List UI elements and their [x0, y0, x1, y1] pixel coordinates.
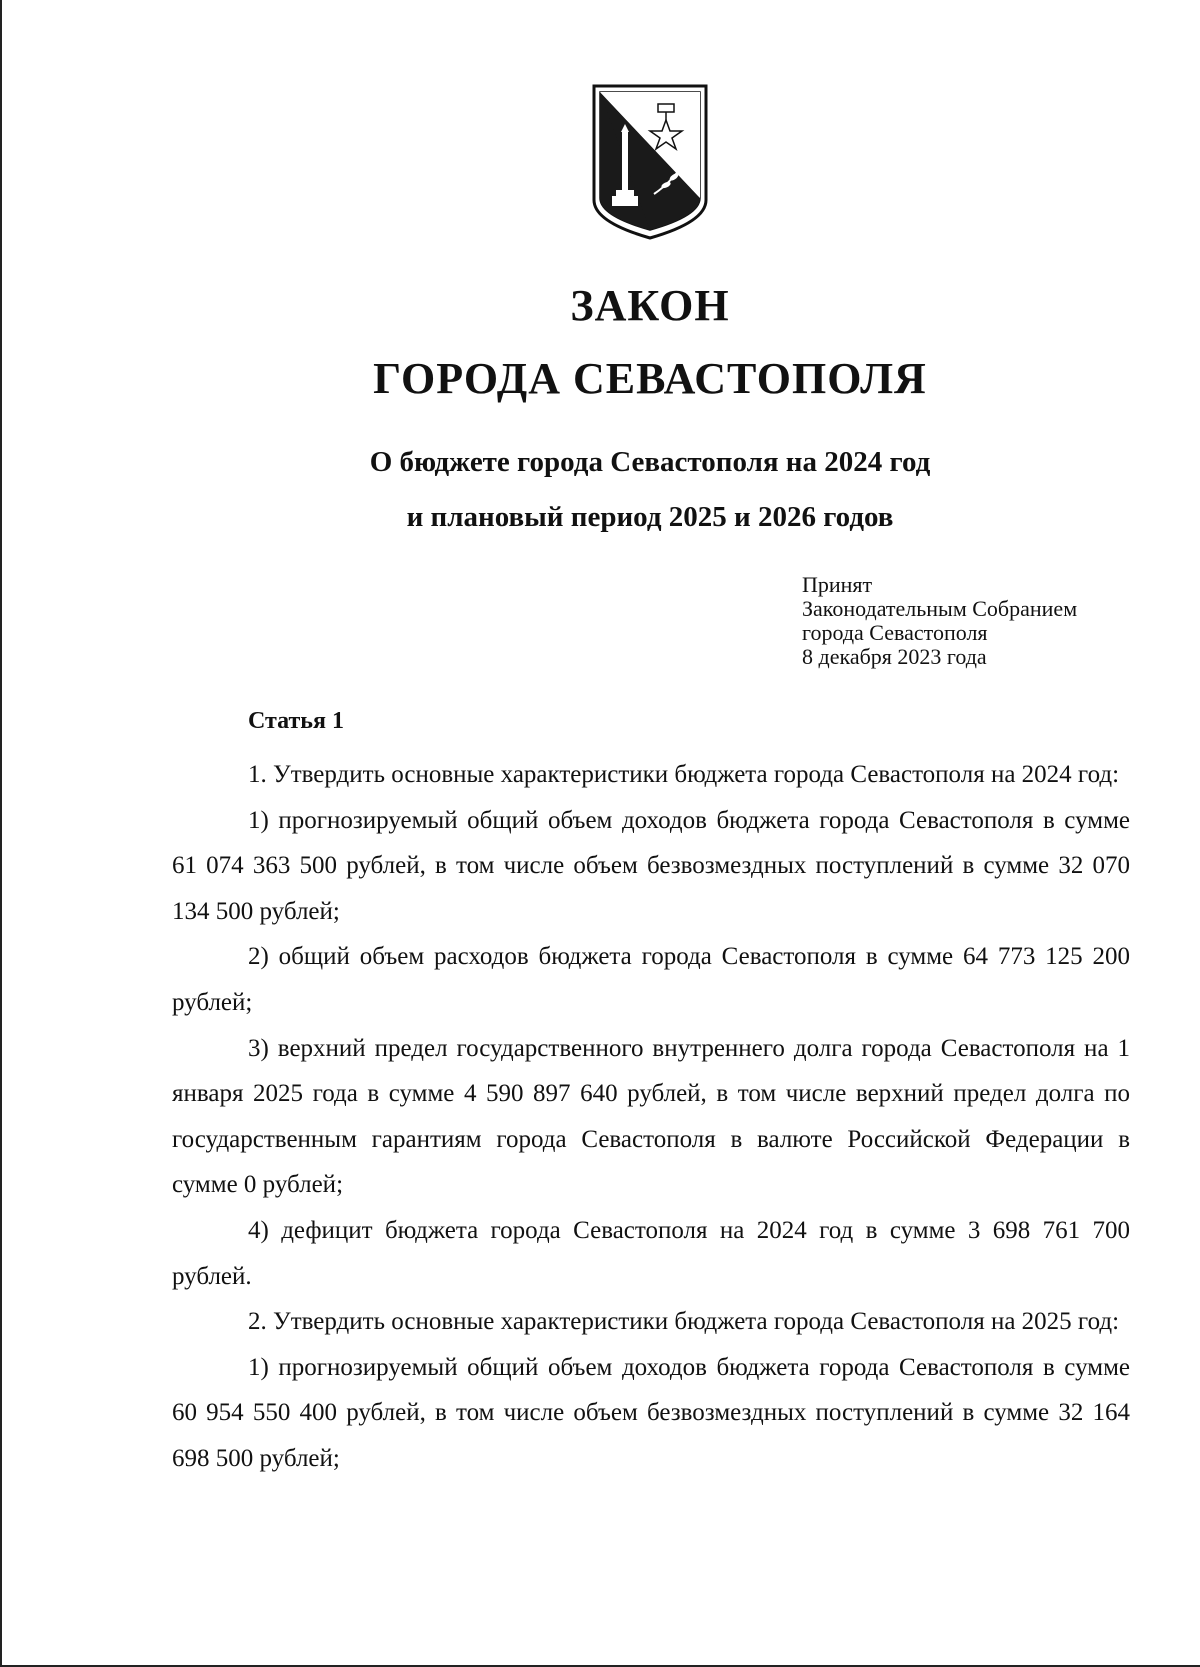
- adoption-line: Принят: [802, 572, 873, 597]
- paragraph: 2. Утвердить основные характеристики бюджета города Севастополя на 2025 год:: [248, 1308, 1120, 1336]
- paragraph: 1) прогнозируемый общий объем доходов бюджета города Севастополя в сумме 61 074 363 500 рублей, в том числе объем безвозмездных поступлений в сумме 32 070 134 500 рублей;: [172, 806, 1130, 925]
- paragraph: 3) верхний предел государственного внутреннего долга города Севастополя на 1 января 2025 года в сумме 4 590 897 640 рублей, в том числе верхний предел долга по государственным гарантиям города Севастополя в валюте Российской Федерации в сумме 0 рублей;: [172, 1034, 1130, 1199]
- document-issuer: ГОРОДА СЕВАСТОПОЛЯ: [373, 354, 927, 403]
- paragraph: 4) дефицит бюджета города Севастополя на 2024 год в сумме 3 698 761 700 рублей.: [172, 1216, 1130, 1290]
- document-subject-line2: и плановый период 2025 и 2026 годов: [406, 501, 894, 533]
- adoption-block: [802, 573, 1077, 669]
- paragraph: 1) прогнозируемый общий объем доходов бюджета города Севастополя в сумме 60 954 550 400 рублей, в том числе объем безвозмездных поступлений в сумме 32 164 698 500 рублей;: [172, 1353, 1130, 1472]
- adoption-date: 8 декабря 2023 года: [802, 644, 987, 669]
- paragraph: 2) общий объем расходов бюджета города Севастополя в сумме 64 773 125 200 рублей;: [172, 943, 1130, 1016]
- document-subject-line1: О бюджете города Севастополя на 2024 год: [369, 446, 931, 478]
- adoption-line: Законодательным Собранием: [802, 596, 1078, 621]
- article-heading: Статья 1: [248, 708, 344, 734]
- article-body: [172, 752, 1130, 1482]
- paragraph: 1. Утвердить основные характеристики бюджета города Севастополя на 2024 год:: [248, 761, 1120, 788]
- adoption-line: города Севастополя: [802, 620, 988, 645]
- document-title: ЗАКОН: [570, 281, 730, 330]
- coat-of-arms-icon: [590, 82, 710, 242]
